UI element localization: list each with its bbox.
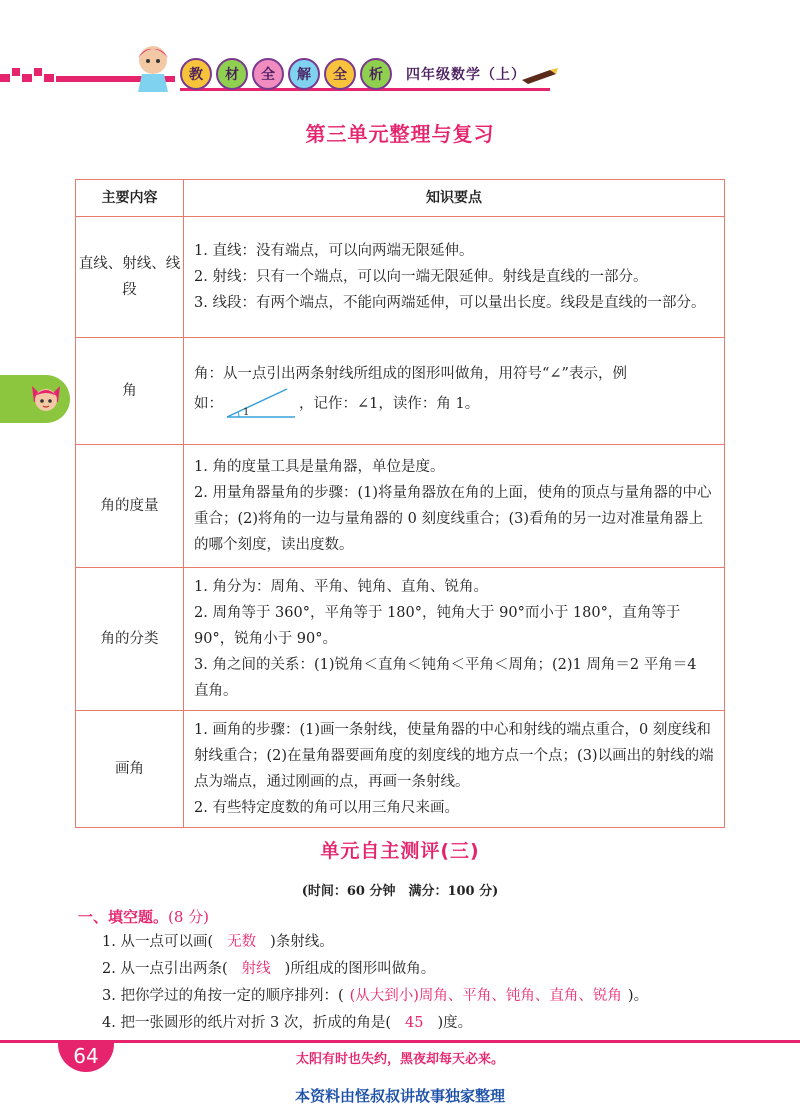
question-text: )所组成的图形叫做角。 (284, 961, 436, 977)
point-text: 3. 线段：有两个端点，不能向两端延伸，可以量出长度。线段是直线的一部分。 (194, 295, 706, 311)
footer-motto: 太阳有时也失约，黑夜却每天必来。 (295, 1052, 504, 1067)
question-text: )度。 (437, 1015, 473, 1031)
table-header-row (76, 180, 725, 217)
question (102, 1011, 472, 1032)
example-prefix: 如： (194, 396, 223, 412)
page-number: 64 (58, 1042, 114, 1072)
answer-blank[interactable]: 45 (405, 1015, 424, 1031)
topic-cell (76, 338, 184, 445)
point-text: 1. 画角的步骤：(1)画一条射线，使量角器的中心和射线的端点重合，0 刻度线和射线重合；(2)在量角器要画角度的刻度线的地方点一个点；(3)以画出的射线的端点为端点，通过刚画的点，再画一条射线。 (194, 722, 714, 790)
question-text: 4. 把一张圆形的纸片对折 3 次，折成的角是( (102, 1015, 392, 1031)
test-title: 单元自主测评(三) (320, 840, 480, 862)
point-text: 2. 周角等于 360°，平角等于 180°，钝角大于 90°而小于 180°，直角等于 90°，锐角小于 90°。 (194, 605, 681, 647)
badge: 析 (360, 58, 392, 90)
topic-text: 角 (122, 383, 137, 399)
topic-cell (76, 711, 184, 828)
pencil-icon (520, 64, 560, 84)
points-cell (184, 711, 725, 828)
question-text: 3. 把你学过的角按一定的顺序排列：( (102, 988, 344, 1004)
angle-figure (225, 387, 297, 421)
point-text: 2. 射线：只有一个端点，可以向一端无限延伸。射线是直线的一部分。 (194, 269, 648, 285)
angle-example (194, 387, 714, 421)
column-header: 主要内容 (76, 180, 184, 217)
answer-blank[interactable]: (从大到小)周角、平角、钝角、直角、锐角 (349, 988, 622, 1004)
table-row (76, 217, 725, 338)
footer-rule (0, 1040, 800, 1043)
topic-cell (76, 445, 184, 568)
angle-label: 1 (243, 407, 250, 418)
example-suffix: ，记作：∠1，读作：角 1。 (299, 396, 480, 412)
table-row (76, 568, 725, 711)
point-text: 角：从一点引出两条射线所组成的图形叫做角，用符号“∠”表示，例 (194, 366, 627, 382)
part-score: (8 分) (168, 908, 210, 926)
question-text: )。 (627, 988, 649, 1004)
topic-text: 直线、射线、线段 (78, 256, 181, 298)
cartoon-face-icon (30, 380, 62, 416)
point-text: 1. 角的度量工具是量角器，单位是度。 (194, 459, 445, 475)
question (102, 957, 435, 978)
topic-cell (76, 217, 184, 338)
topic-text: 角的分类 (100, 631, 159, 647)
point-text: 3. 角之间的关系：(1)锐角＜直角＜钝角＜平角＜周角；(2)1 周角＝2 平角＝4 直角。 (194, 657, 697, 699)
points-cell (184, 445, 725, 568)
section-title: 第三单元整理与复习 (305, 122, 495, 146)
question-text: )条射线。 (270, 934, 334, 950)
badge: 解 (288, 58, 320, 90)
review-table (75, 179, 725, 828)
topic-text: 画角 (115, 761, 144, 777)
badge: 材 (216, 58, 248, 90)
point-text: 2. 用量角器量角的步骤：(1)将量角器放在角的上面，使角的顶点与量角器的中心重合；(2)将角的一边与量角器的 0 刻度线重合；(3)看角的另一边对准量角器上的哪个刻度，读出度数。 (194, 485, 712, 553)
footer-credit: 本资料由怪叔叔讲故事独家整理 (294, 1087, 505, 1105)
answer-blank[interactable]: 无数 (227, 934, 257, 950)
points-cell (184, 338, 725, 445)
point-text: 2. 有些特定度数的角可以用三角尺来画。 (194, 800, 459, 816)
question (102, 984, 648, 1005)
question-text: 1. 从一点可以画( (102, 934, 214, 950)
topic-cell (76, 568, 184, 711)
points-cell (184, 568, 725, 711)
part-title: 一、填空题。 (78, 908, 169, 926)
column-header: 知识要点 (184, 180, 725, 217)
point-text: 1. 角分为：周角、平角、钝角、直角、锐角。 (194, 579, 488, 595)
test-time: (时间：60 分钟 满分：100 分) (301, 884, 499, 899)
badge: 全 (252, 58, 284, 90)
part-heading (78, 906, 209, 927)
grade-label: 四年级数学（上） (406, 67, 526, 83)
table-row (76, 711, 725, 828)
points-cell (184, 217, 725, 338)
badge: 教 (180, 58, 212, 90)
answer-blank[interactable]: 射线 (241, 961, 271, 977)
table-row (76, 445, 725, 568)
question-text: 2. 从一点引出两条( (102, 961, 228, 977)
girl-mascot-icon (128, 40, 178, 95)
badge: 全 (324, 58, 356, 90)
topic-text: 角的度量 (100, 498, 159, 514)
point-text: 1. 直线：没有端点，可以向两端无限延伸。 (194, 243, 474, 259)
table-row (76, 338, 725, 445)
header-badges (180, 58, 392, 90)
question (102, 930, 334, 951)
